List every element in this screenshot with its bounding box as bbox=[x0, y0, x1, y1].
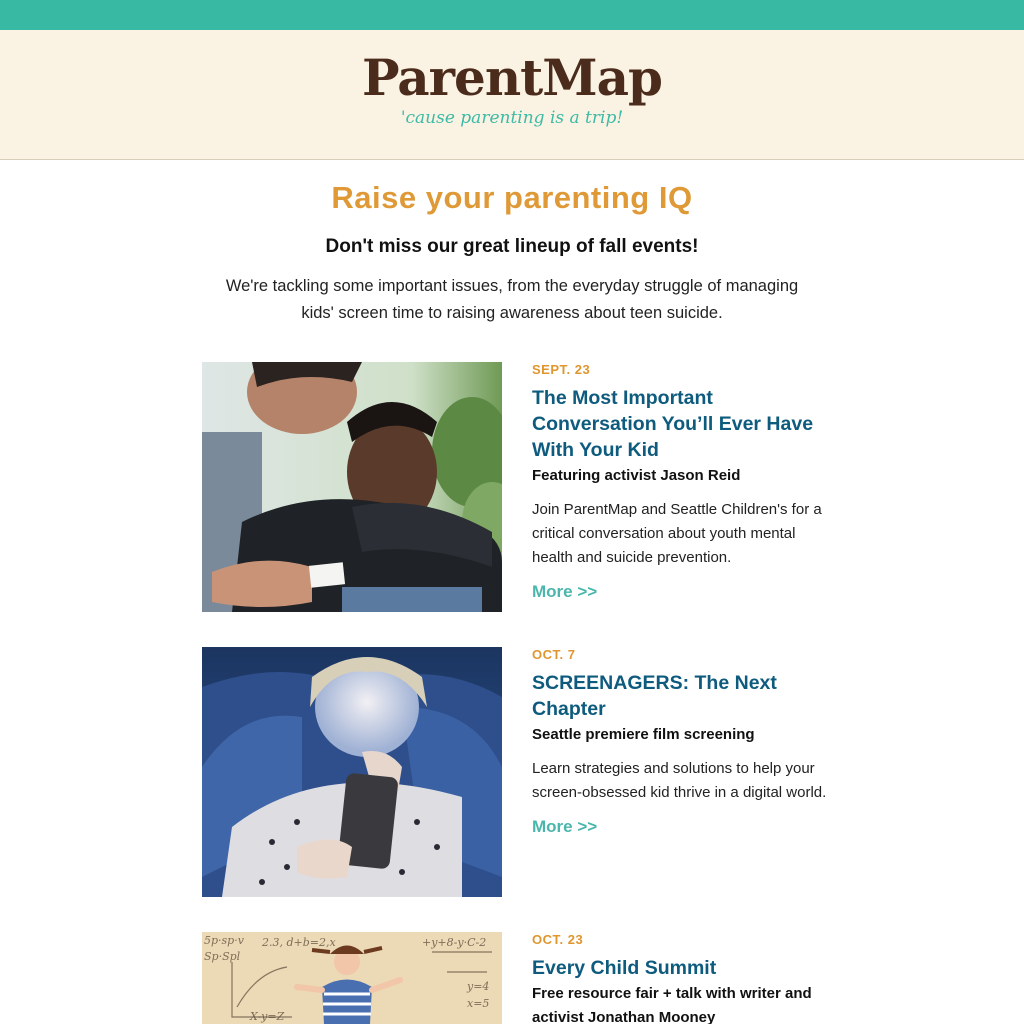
event-text-1 bbox=[532, 362, 832, 602]
event-card-3 bbox=[202, 932, 842, 1024]
svg-text:+y+8-y·C-2: +y+8-y·C-2 bbox=[422, 936, 487, 949]
header bbox=[0, 30, 1024, 160]
svg-text:x=5: x=5 bbox=[467, 997, 490, 1010]
event-feature: Free resource fair + talk with writer and activist Jonathan Mooney bbox=[532, 985, 812, 1024]
event-photo-conversation[interactable] bbox=[202, 362, 502, 612]
event-title[interactable]: Every Child Summit bbox=[532, 957, 717, 979]
event-date: OCT. 7 bbox=[532, 647, 576, 662]
page-subhead: Don't miss our great lineup of fall events! bbox=[325, 236, 699, 257]
event-date: OCT. 23 bbox=[532, 932, 584, 947]
event-more-link[interactable]: More >> bbox=[532, 582, 598, 601]
svg-text:X-y=Z: X-y=Z bbox=[250, 1010, 285, 1023]
event-photo-summit[interactable] bbox=[202, 932, 502, 1024]
top-accent-bar bbox=[0, 0, 1024, 30]
svg-text:5p·sp·v: 5p·sp·v bbox=[204, 934, 244, 947]
event-feature: Featuring activist Jason Reid bbox=[532, 467, 741, 484]
event-photo-screenagers[interactable] bbox=[202, 647, 502, 897]
event-card-1 bbox=[202, 362, 842, 622]
intro-text: We're tackling some important issues, from the everyday struggle of managing kids' screen time to raising awareness about teen suicide. bbox=[225, 277, 799, 322]
event-title[interactable]: The Most Important Conversation You’ll Ever Have With Your Kid bbox=[532, 387, 814, 461]
svg-text:2.3, d+b=2,x: 2.3, d+b=2,x bbox=[262, 936, 336, 949]
event-description: Learn strategies and solutions to help your screen-obsessed kid thrive in a digital world. bbox=[532, 760, 827, 801]
event-date: SEPT. 23 bbox=[532, 362, 591, 377]
event-card-2 bbox=[202, 647, 842, 907]
svg-text:y=4: y=4 bbox=[467, 980, 490, 993]
event-feature: Seattle premiere film screening bbox=[532, 726, 755, 743]
event-text-3 bbox=[532, 932, 832, 1024]
event-more-link[interactable]: More >> bbox=[532, 817, 598, 836]
event-text-2 bbox=[532, 647, 832, 837]
tagline: 'cause parenting is a trip! bbox=[400, 108, 624, 128]
parentmap-logo[interactable]: ParentMap bbox=[362, 48, 662, 107]
event-title[interactable]: SCREENAGERS: The Next Chapter bbox=[532, 672, 777, 720]
svg-text:Sp·Spl: Sp·Spl bbox=[204, 950, 241, 963]
page-headline: Raise your parenting IQ bbox=[331, 180, 693, 215]
event-description: Join ParentMap and Seattle Children's for a critical conversation about youth mental health and suicide prevention. bbox=[532, 501, 822, 566]
